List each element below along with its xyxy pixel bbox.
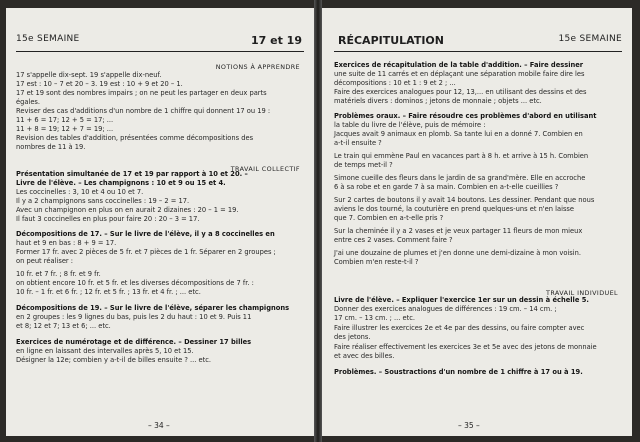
right-text-line: Faire des exercices analogues pour 12, 13,... en utilisant des dessins et des (334, 88, 587, 96)
right-text-line: matériels divers : dominos ; jetons de monnaie ; objets ... etc. (334, 97, 542, 105)
left-text-line: Il y a 2 champignons sans coccinelles : 19 – 2 = 17. (16, 197, 190, 205)
page-number-right: – 35 – (458, 421, 480, 430)
left-text-line: Avec un champignon en plus on en aurait 2 dizaines : 20 – 1 = 19. (16, 206, 239, 214)
recap-title: RÉCAPITULATION (338, 34, 444, 47)
left-text-line: Il faut 3 coccinelles en plus pour faire 20 : 20 – 3 = 17. (16, 215, 200, 223)
right-text-line: Le train qui emmène Paul en vacances part à 8 h. et arrive à 15 h. Combien (334, 152, 589, 160)
left-text-line: Revision des tables d'addition, présentées comme décompositions des (16, 134, 254, 142)
right-text-line: entre ces 2 vases. Comment faire ? (334, 236, 453, 244)
right-text-line: aviens le dos tourné, la couturière en prend quelques-uns et n'en laisse (334, 205, 575, 213)
section-notions-heading: NOTIONS À APPRENDRE (215, 63, 300, 71)
right-text-line: décompositions : 10 et 1 : 9 et 2 ; ... (334, 79, 456, 87)
week-label-right: 15e SEMAINE (558, 34, 622, 44)
right-text-line: des jetons. (334, 333, 371, 341)
left-text-line: Former 17 fr. avec 2 pièces de 5 fr. et 7 pièces de 1 fr. Séparer en 2 groupes ; (16, 248, 276, 256)
right-text-line: Problèmes. – Soustractions d'un nombre de 1 chiffre à 17 ou à 19. (334, 368, 583, 376)
header-rule-left (16, 51, 304, 52)
right-text-line: Problèmes oraux. – Faire résoudre ces problèmes d'abord en utilisant (334, 112, 597, 120)
book-gutter (314, 0, 322, 442)
numbers-title: 17 et 19 (251, 34, 302, 47)
left-text-line: 10 fr. – 1 fr. et 6 fr. ; 12 fr. et 5 fr. ; 13 fr. et 4 fr. ; ... etc. (16, 288, 201, 296)
left-text-line: 17 et 19 sont des nombres impairs ; on ne peut les partager en deux parts (16, 89, 267, 97)
right-text-line: une suite de 11 carrés et en déplaçant une séparation mobile faire dire les (334, 70, 585, 78)
section-collective-heading: TRAVAIL COLLECTIF (230, 165, 300, 173)
week-label-left: 15e SEMAINE (16, 34, 80, 44)
left-text-line: on obtient encore 10 fr. et 5 fr. et les diverses décompositions de 7 fr. : (16, 279, 254, 287)
page-number-left: – 34 – (148, 421, 170, 430)
left-text-line: et 8; 12 et 7; 13 et 6; ... etc. (16, 322, 111, 330)
right-text-line: Exercices de récapitulation de la table d'addition. – Faire dessiner (334, 61, 584, 69)
right-text-line: a-t-il ensuite ? (334, 139, 382, 147)
right-text-line: Combien m'en reste-t-il ? (334, 258, 419, 266)
right-text-line: de temps met-il ? (334, 161, 393, 169)
right-page (322, 8, 632, 436)
right-text-line: J'ai une douzaine de plumes et j'en donne une demi-dizaine à mon voisin. (334, 249, 582, 257)
right-text-line: 17 cm. – 13 cm. ; ... etc. (334, 314, 416, 322)
right-text-line: Sur la cheminée il y a 2 vases et je veux partager 11 fleurs de mon mieux (334, 227, 583, 235)
left-text-line: 17 est : 10 – 7 et 20 – 3. 19 est : 10 + 9 et 20 – 1. (16, 80, 183, 88)
right-text-line: et avec des billes. (334, 352, 395, 360)
right-text-line: Simone cueille des fleurs dans le jardin de sa grand'mère. Elle en accroche (334, 174, 586, 182)
right-text-line: Sur 2 cartes de boutons il y avait 14 boutons. Les dessiner. Pendant que nous (334, 196, 595, 204)
right-text-line: Donner des exercices analogues de différences : 19 cm. – 14 cm. ; (334, 305, 557, 313)
left-page (6, 8, 314, 436)
left-text-line: 17 s'appelle dix-sept. 19 s'appelle dix-neuf. (16, 71, 162, 79)
left-text-line: Présentation simultanée de 17 et 19 par rapport à 10 et 20. – (16, 170, 248, 178)
left-text-line: Désigner la 12e; combien y a-t-il de billes ensuite ? ... etc. (16, 356, 212, 364)
right-text-line: Faire illustrer les exercices 2e et 4e par des dessins, ou faire compter avec (334, 324, 585, 332)
left-text-line: Livre de l'élève. – Les champignons : 10 et 9 ou 15 et 4. (16, 179, 226, 187)
left-text-line: haut et 9 en bas : 8 + 9 = 17. (16, 239, 117, 247)
right-text-line: Livre de l'élève. – Expliquer l'exercice 1er sur un dessin à échelle 5. (334, 296, 589, 304)
section-individual-heading: TRAVAIL INDIVIDUEL (546, 289, 618, 297)
left-text-line: Décompositions de 19. – Sur le livre de l'élève, séparer les champignons (16, 304, 290, 312)
left-text-line: en 2 groupes : les 9 lignes du bas, puis les 2 du haut : 10 et 9. Puis 11 (16, 313, 252, 321)
left-text-line: 11 + 8 = 19; 12 + 7 = 19; ... (16, 125, 114, 133)
left-text-line: 10 fr. et 7 fr. ; 8 fr. et 9 fr. (16, 270, 101, 278)
right-text-line: que 7. Combien en a-t-elle pris ? (334, 214, 444, 222)
left-text-line: Reviser des cas d'additions d'un nombre de 1 chiffre qui donnent 17 ou 19 : (16, 107, 271, 115)
right-text-line: Faire réaliser effectivement les exercices 3e et 5e avec des jetons de monnaie (334, 343, 597, 351)
header-rule-right (334, 51, 622, 52)
left-text-line: 11 + 6 = 17; 12 + 5 = 17; ... (16, 116, 114, 124)
left-text-line: égales. (16, 98, 41, 106)
right-text-line: la table du livre de l'élève, puis de mémoire : (334, 121, 486, 129)
left-text-line: Exercices de numérotage et de différence. – Dessiner 17 billes (16, 338, 252, 346)
left-text-line: nombres de 11 à 19. (16, 143, 86, 151)
left-text-line: Décompositions de 17. – Sur le livre de l'élève, il y a 8 coccinelles en (16, 230, 275, 238)
right-text-line: 6 à sa robe et en garde 7 à sa main. Combien en a-t-elle cueillies ? (334, 183, 559, 191)
left-text-line: Les coccinelles : 3, 10 et 4 ou 10 et 7. (16, 188, 144, 196)
right-text-line: Jacques avait 9 animaux en plomb. Sa tante lui en a donné 7. Combien en (334, 130, 583, 138)
left-text-line: on peut réaliser : (16, 257, 74, 265)
left-text-line: en ligne en laissant des intervalles après 5, 10 et 15. (16, 347, 194, 355)
